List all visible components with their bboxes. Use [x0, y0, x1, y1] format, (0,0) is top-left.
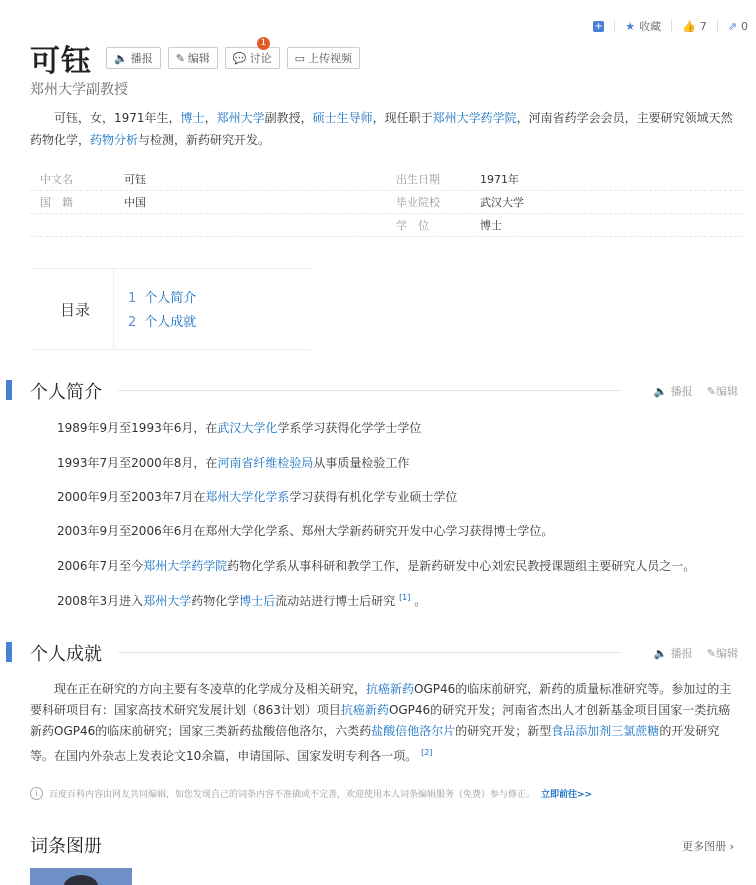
text-run: 可钰，女，1971年生， — [54, 111, 181, 125]
toc-item-achievements[interactable] — [128, 311, 196, 330]
info-key: 中文名 — [40, 173, 73, 186]
speaker-icon: 🔈 — [653, 647, 668, 660]
toc-label: 目录 — [60, 301, 91, 319]
title-row — [30, 36, 367, 80]
wiki-link[interactable]: 博士 — [180, 111, 205, 125]
info-value: 1971年 — [480, 173, 520, 186]
section-edit-button[interactable] — [707, 383, 738, 399]
bio-item — [57, 488, 457, 505]
page-title: 可钰 — [30, 44, 92, 79]
edit-label: 编辑 — [716, 385, 738, 398]
pencil-icon: ✎ — [706, 647, 716, 660]
bio-item — [57, 419, 421, 436]
section-header-achievements — [0, 640, 756, 666]
favorite-button[interactable] — [625, 18, 661, 34]
section-header-bio — [0, 378, 756, 404]
info-key: 国 籍 — [40, 196, 73, 209]
divider — [113, 269, 114, 349]
video-icon: ▭ — [294, 51, 306, 65]
info-key: 毕业院校 — [396, 196, 440, 209]
wiki-link[interactable]: 郑州大学 — [216, 111, 265, 125]
share-icon: ⇗ — [727, 19, 737, 33]
divider — [614, 20, 615, 32]
info-row — [30, 214, 742, 237]
discuss-button[interactable] — [225, 38, 280, 69]
more-albums-label: 更多图册 — [682, 840, 727, 853]
text-run: 流动站进行博士后研究 — [275, 594, 400, 608]
text-run: 2008年3月进入 — [57, 594, 144, 608]
section-marker — [6, 642, 12, 662]
basic-info-table — [30, 168, 742, 237]
speaker-icon: 🔈 — [653, 385, 668, 398]
pencil-icon: ✎ — [706, 385, 716, 398]
wiki-link[interactable]: 郑州大学化学系 — [205, 490, 290, 504]
text-run: 与检测，新药研究开发。 — [138, 133, 271, 147]
info-key: 学 位 — [396, 219, 429, 232]
text-run: 的研究开发；新型 — [455, 724, 552, 738]
info-key: 出生日期 — [396, 173, 440, 186]
divider — [671, 20, 672, 32]
text-run: 1989年9月至1993年6月，在 — [57, 421, 218, 435]
notice-link[interactable]: 立即前往>> — [541, 790, 593, 800]
divider — [717, 20, 718, 32]
wiki-link[interactable]: 硕士生导师 — [312, 111, 373, 125]
text-run: 学习获得有机化学专业硕士学位 — [289, 490, 458, 504]
bio-item — [57, 592, 426, 609]
toc-number: 1 — [128, 291, 137, 306]
info-value: 中国 — [124, 196, 147, 209]
info-row — [30, 168, 742, 191]
notice-text: 百度百科内容由网友共同编辑，如您发现自己的词条内容不准确或不完善，欢迎使用本人词条编辑服务（免费）参与修正。 — [49, 790, 536, 800]
edit-button[interactable] — [168, 47, 218, 69]
share-count: 0 — [741, 19, 748, 33]
text-run: ， — [204, 111, 217, 125]
section-broadcast-button[interactable] — [654, 383, 693, 399]
toc-text: 个人简介 — [144, 291, 197, 306]
upload-video-button[interactable] — [287, 47, 360, 69]
info-value: 可钰 — [124, 173, 147, 186]
divider — [118, 390, 621, 391]
share-button[interactable] — [728, 20, 748, 33]
section-title: 个人简介 — [30, 382, 102, 403]
wiki-link[interactable]: 食品添加剂三氯蔗糖 — [551, 724, 660, 738]
discuss-count-badge: 1 — [257, 37, 270, 50]
table-of-contents — [30, 268, 310, 350]
info-value: 博士 — [480, 219, 503, 232]
wiki-link[interactable]: 药物分析 — [90, 133, 139, 147]
thumbs-up-icon: 👍 — [682, 19, 696, 33]
toc-text: 个人成就 — [144, 315, 197, 330]
edit-notice — [30, 787, 742, 800]
page-subtitle: 郑州大学副教授 — [30, 82, 128, 98]
text-run: ，现任职于 — [372, 111, 433, 125]
album-title: 词条图册 — [30, 836, 102, 857]
broadcast-button[interactable] — [106, 47, 161, 69]
edit-label: 编辑 — [716, 647, 738, 660]
text-run: 现在正在研究的方向主要有冬凌草的化学成分及相关研究， — [54, 682, 367, 696]
text-run: 从事质量检验工作 — [313, 456, 410, 470]
text-run: 2000年9月至2003年7月在 — [57, 490, 206, 504]
discuss-label: 讨论 — [249, 52, 272, 65]
info-value: 武汉大学 — [480, 196, 525, 209]
favorite-label: 收藏 — [639, 20, 662, 33]
section-marker — [6, 380, 12, 400]
bio-item — [57, 557, 695, 574]
like-button[interactable] — [682, 20, 707, 33]
wiki-link[interactable]: 郑州大学 — [143, 594, 192, 608]
broadcast-label: 播报 — [670, 647, 693, 660]
wiki-link[interactable]: 盐酸倍他洛尔片 — [371, 724, 456, 738]
broadcast-label: 播报 — [670, 385, 693, 398]
text-run: 药物化学 — [191, 594, 240, 608]
text-run: 副教授， — [264, 111, 313, 125]
intro-paragraph — [30, 107, 742, 151]
text-run: 2003年9月至2006年6月在郑州大学化学系、郑州大学新药研究开发中心学习获得博士学位。 — [57, 524, 554, 538]
bio-item — [57, 454, 409, 471]
divider — [118, 652, 621, 653]
section-title: 个人成就 — [30, 644, 102, 665]
section-edit-button[interactable] — [707, 645, 738, 661]
wiki-link[interactable]: 郑州大学药学院 — [432, 111, 517, 125]
text-run: ，河南省药学会会员，主要研究领域天然药物化学， — [30, 111, 733, 147]
wiki-link[interactable]: 郑州大学药学院 — [143, 559, 228, 573]
bio-item — [57, 522, 553, 539]
achievements-paragraph — [30, 679, 742, 767]
speaker-icon: 🔈 — [114, 51, 128, 65]
pencil-icon: ✎ — [175, 51, 185, 65]
wiki-link[interactable]: 武汉大学化 — [217, 421, 278, 435]
text-run: 。 — [410, 594, 427, 608]
reference-marker[interactable]: [1] — [399, 593, 411, 602]
album-photo[interactable] — [30, 868, 132, 885]
toc-item-bio[interactable] — [128, 287, 196, 306]
person-silhouette — [64, 875, 98, 885]
text-run: OGP46的研究开发；河南省杰出人才创新基金项目国家一类抗癌新药OGP46的临床前研究；国家三类新药盐酸倍他洛尔，六类药 — [30, 703, 731, 738]
text-run: 2006年7月至今 — [57, 559, 144, 573]
text-run: OGP46的临床前研究，新药的质量标准研究等。参加过的主要科研项目有：国家高技术研究发展计划（863计划）项目 — [30, 682, 732, 717]
info-row — [30, 191, 742, 214]
plus-icon[interactable]: + — [594, 20, 603, 32]
wiki-link[interactable]: 河南省纤维检验局 — [217, 456, 314, 470]
text-run: 学系学习获得化学学士学位 — [277, 421, 422, 435]
section-broadcast-button[interactable] — [654, 645, 693, 661]
reference-marker[interactable]: [2] — [421, 748, 433, 757]
broadcast-label: 播报 — [130, 52, 153, 65]
more-albums-link[interactable] — [682, 838, 734, 854]
text-run: 的开发研究等。在国内外杂志上发表论文10余篇，申请国际、国家发明专利各一项。 — [30, 724, 720, 763]
edit-label: 编辑 — [187, 52, 210, 65]
wiki-link[interactable]: 博士后 — [239, 594, 276, 608]
text-run: 药物化学系从事科研和教学工作，是新药研发中心刘宏民教授课题组主要研究人员之一。 — [227, 559, 696, 573]
action-toolbar — [593, 18, 748, 34]
text-run: 1993年7月至2000年8月，在 — [57, 456, 218, 470]
star-icon: ★ — [625, 19, 636, 33]
wiki-link[interactable]: 抗癌新药 — [366, 682, 415, 696]
upload-video-label: 上传视频 — [308, 52, 353, 65]
toc-number: 2 — [128, 315, 137, 330]
info-icon: i — [30, 787, 43, 800]
like-count: 7 — [699, 19, 707, 33]
chat-bubble-icon: 💬 — [232, 51, 247, 65]
wiki-link[interactable]: 抗癌新药 — [340, 703, 389, 717]
chevron-right-icon: › — [729, 840, 734, 853]
